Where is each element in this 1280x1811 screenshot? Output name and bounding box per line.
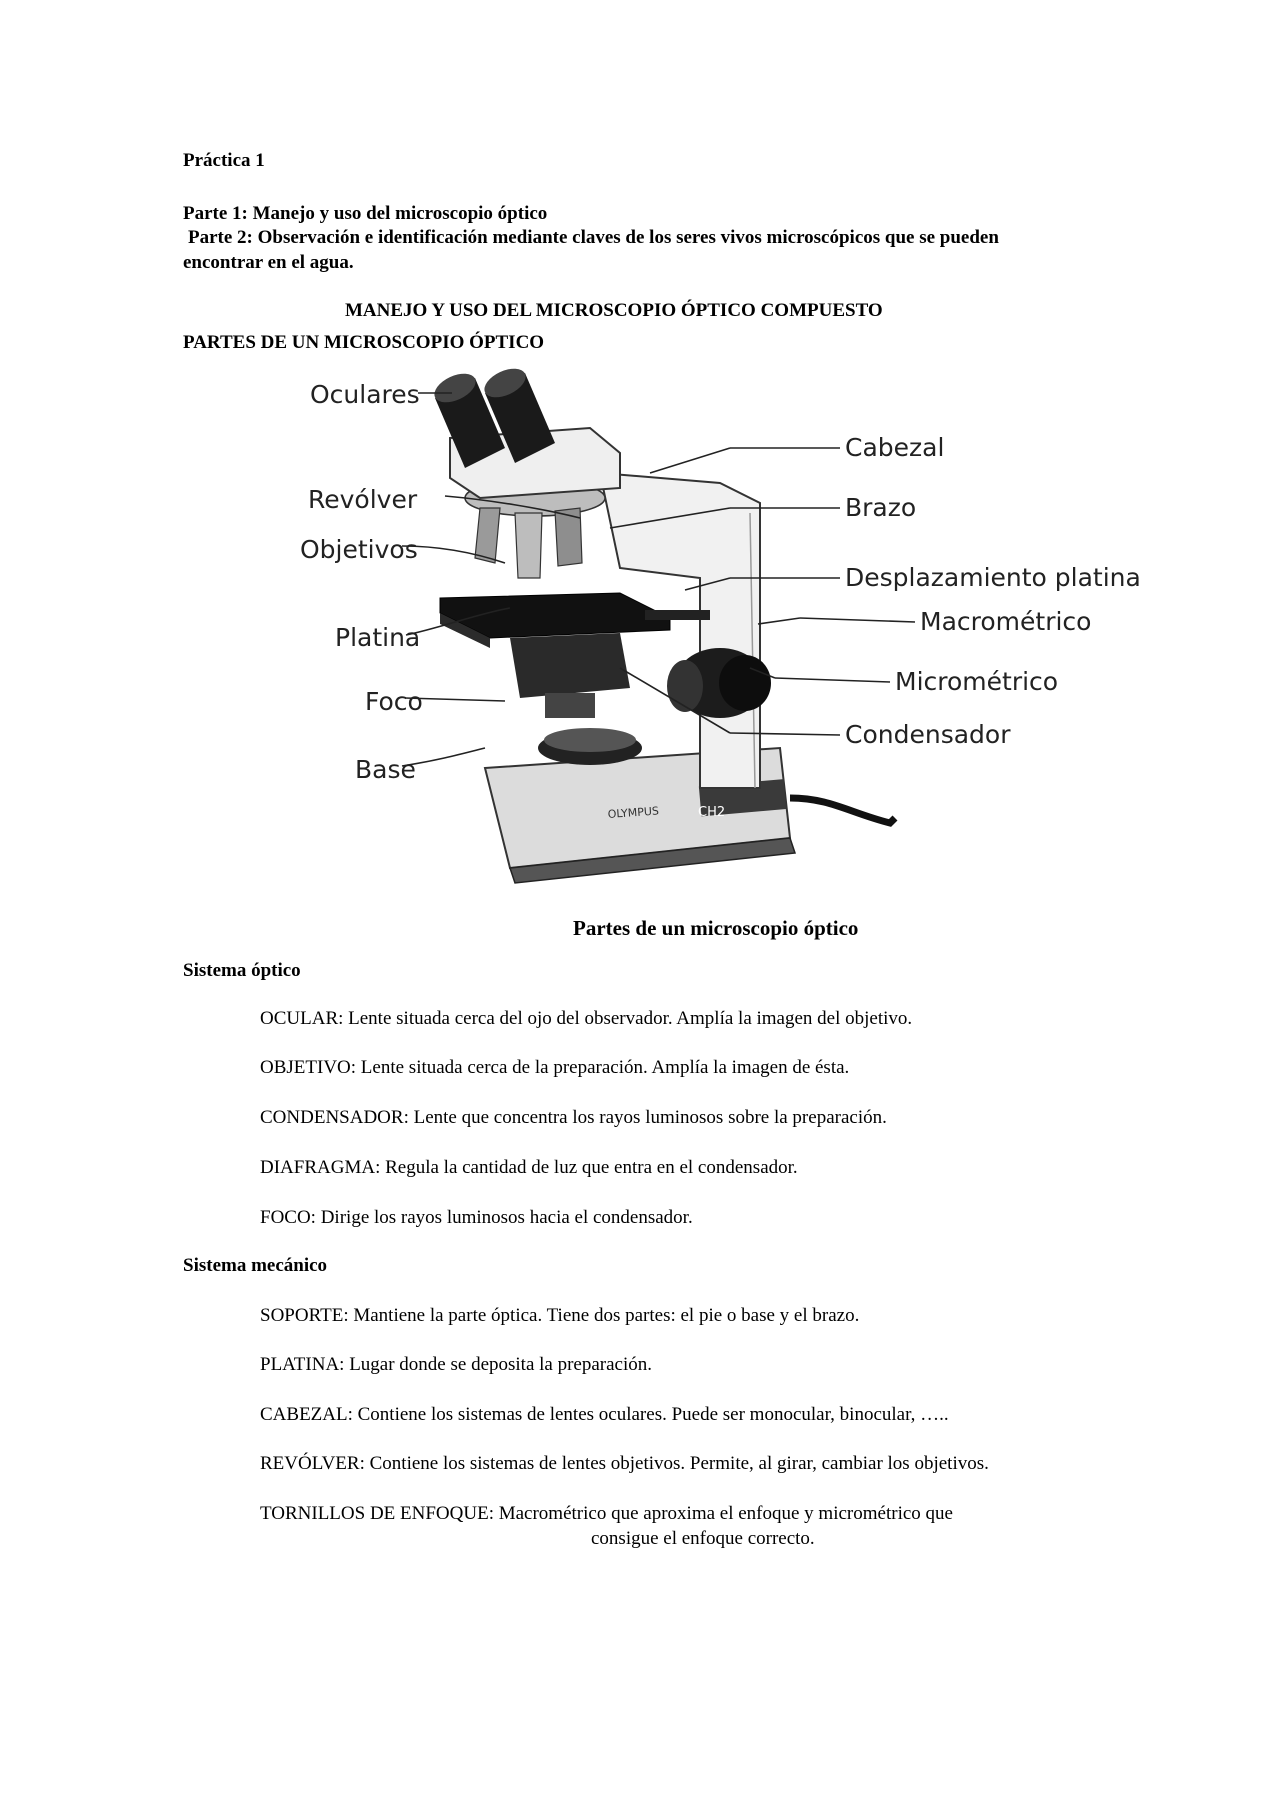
part-2-line: Parte 2: Observación e identificación mediante claves de los seres vivos microscópicos que se pueden bbox=[188, 227, 999, 248]
mechanical-item-revolver: REVÓLVER: Contiene los sistemas de lentes objetivos. Permite, al girar, cambiar los objetivos. bbox=[260, 1453, 989, 1474]
label-micrometrico: Micrométrico bbox=[895, 667, 1059, 696]
section-title: MANEJO Y USO DEL MICROSCOPIO ÓPTICO COMPUESTO bbox=[345, 300, 883, 321]
microscope-illustration bbox=[430, 368, 895, 883]
mechanical-item-platina: PLATINA: Lugar donde se deposita la preparación. bbox=[260, 1354, 653, 1375]
optical-item-objetivo: OBJETIVO: Lente situada cerca de la preparación. Amplía la imagen de ésta. bbox=[260, 1057, 850, 1078]
label-objetivos: Objetivos bbox=[300, 535, 418, 564]
label-revolver: Revólver bbox=[308, 485, 418, 514]
label-brazo: Brazo bbox=[845, 493, 917, 522]
optical-item-condensador: CONDENSADOR: Lente que concentra los rayos luminosos sobre la preparación. bbox=[260, 1107, 887, 1128]
mechanical-system-heading: Sistema mecánico bbox=[183, 1255, 328, 1276]
label-macrometrico: Macrométrico bbox=[920, 607, 1092, 636]
optical-item-foco: FOCO: Dirige los rayos luminosos hacia el condensador. bbox=[260, 1207, 693, 1228]
microscope-figure bbox=[290, 368, 1160, 888]
label-base: Base bbox=[355, 755, 416, 784]
base-brand: OLYMPUS bbox=[607, 804, 660, 821]
part-2-line-continued: encontrar en el agua. bbox=[183, 252, 354, 273]
label-oculares: Oculares bbox=[310, 380, 420, 409]
label-desplazamiento-platina: Desplazamiento platina bbox=[845, 563, 1141, 592]
label-condensador: Condensador bbox=[845, 720, 1011, 749]
part-1-line: Parte 1: Manejo y uso del microscopio óptico bbox=[183, 203, 548, 224]
label-cabezal: Cabezal bbox=[845, 433, 945, 462]
optical-item-diafragma: DIAFRAGMA: Regula la cantidad de luz que entra en el condensador. bbox=[260, 1157, 798, 1178]
optical-system-heading: Sistema óptico bbox=[183, 960, 301, 981]
figure-caption: Partes de un microscopio óptico bbox=[573, 916, 859, 940]
mechanical-item-tornillos-continued: consigue el enfoque correcto. bbox=[591, 1528, 815, 1549]
microscope-diagram bbox=[290, 368, 1160, 888]
base-model: CH2 bbox=[698, 805, 726, 820]
mechanical-item-tornillos: TORNILLOS DE ENFOQUE: Macrométrico que aproxima el enfoque y micrométrico que bbox=[260, 1503, 953, 1524]
practice-title: Práctica 1 bbox=[183, 150, 265, 171]
mechanical-item-soporte: SOPORTE: Mantiene la parte óptica. Tiene dos partes: el pie o base y el brazo. bbox=[260, 1305, 860, 1326]
section-subtitle: PARTES DE UN MICROSCOPIO ÓPTICO bbox=[183, 332, 545, 353]
mechanical-item-cabezal: CABEZAL: Contiene los sistemas de lentes oculares. Puede ser monocular, binocular, ….. bbox=[260, 1404, 949, 1425]
optical-item-ocular: OCULAR: Lente situada cerca del ojo del observador. Amplía la imagen del objetivo. bbox=[260, 1008, 913, 1029]
label-foco: Foco bbox=[365, 687, 423, 716]
label-platina: Platina bbox=[335, 623, 421, 652]
